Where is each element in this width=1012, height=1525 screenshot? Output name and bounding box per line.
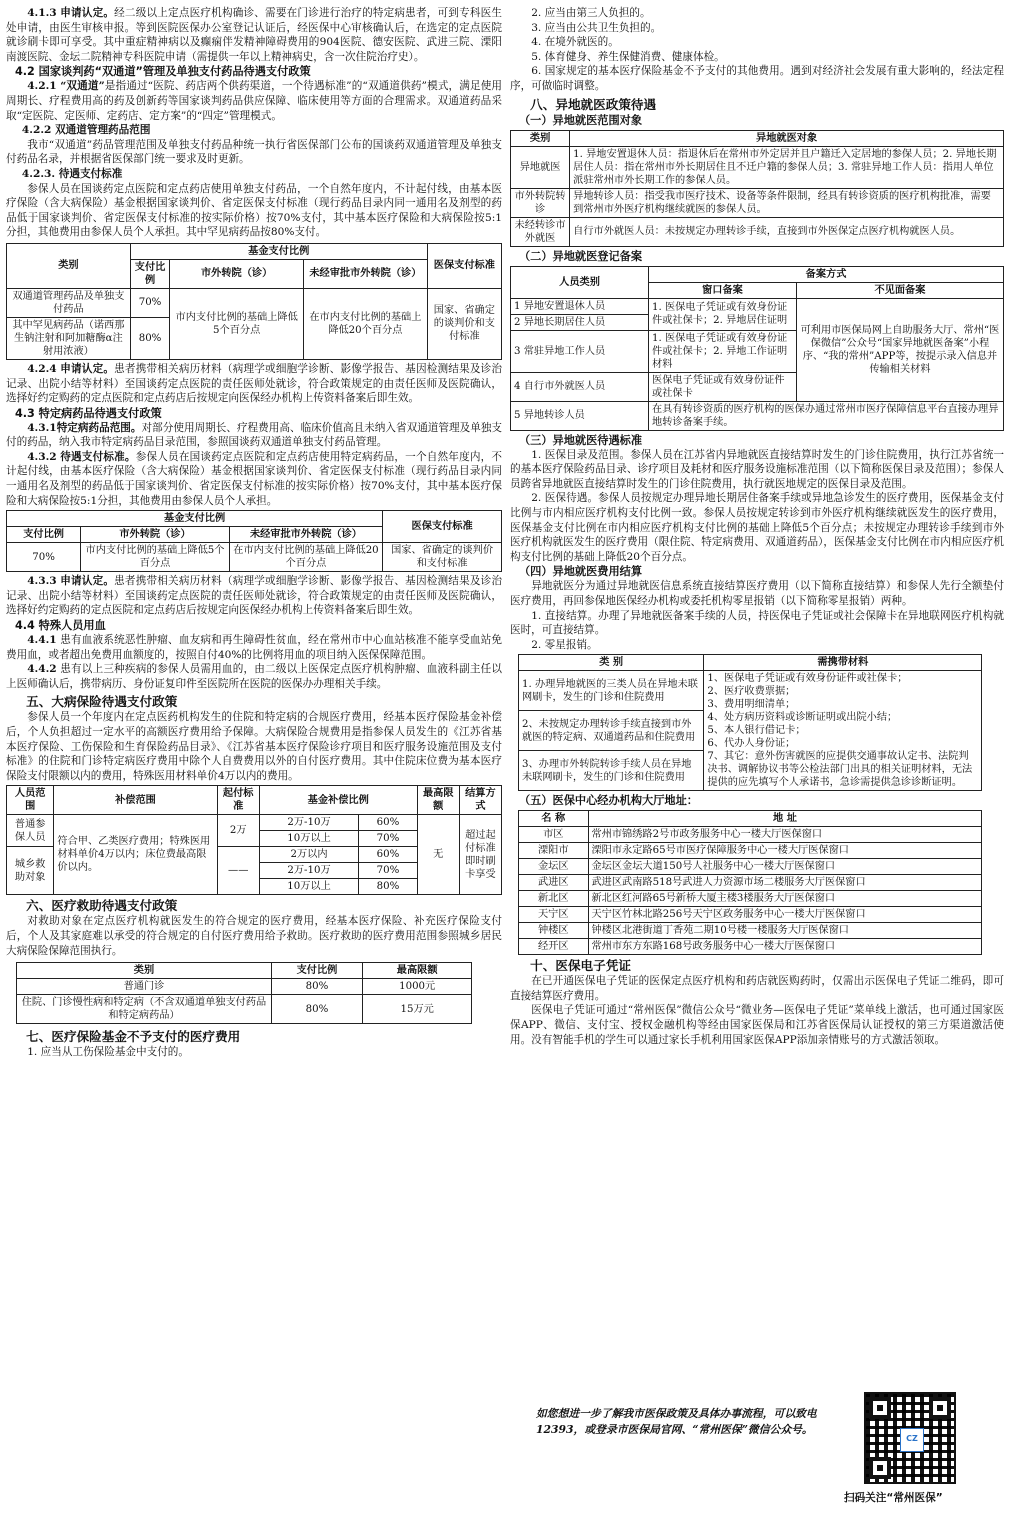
- cell: 可利用市医保局网上自助服务大厅、常州“医保微信”公众号“国家异地就医备案”小程序、“我的常州”APP等，按提示录入信息并传输相关材料: [796, 298, 1003, 401]
- cell: 新北区: [519, 891, 589, 907]
- table-row: [511, 217, 1004, 246]
- section-number: 4.3.2: [27, 450, 57, 463]
- section-title: 待遇支付标准。: [60, 450, 136, 463]
- th-max: 最高限额: [417, 786, 459, 815]
- table-row: [519, 923, 982, 939]
- table-remote-scope: [510, 130, 1004, 247]
- para-4-2-1: [6, 79, 502, 123]
- list-item: 3. 应当由公共卫生负担的。: [531, 21, 662, 34]
- heading-8-5: （五）医保中心经办机构大厅地址：: [518, 794, 698, 808]
- material-item: 6、代办人身份证；: [707, 738, 796, 750]
- para-4-3-3: [6, 574, 502, 618]
- material-item: 3、费用明细清单；: [707, 699, 796, 711]
- th-fund: 基金支付比例: [7, 511, 383, 527]
- cell: 80%: [130, 317, 170, 359]
- heading-6: 六、医疗救助待遇支付政策: [26, 898, 178, 914]
- cell: 5 异地转诊人员: [511, 401, 649, 430]
- cell: 自行市外就医人员：未按规定办理转诊手续，直接到市外医保定点医疗机构就医人员。: [570, 217, 1004, 246]
- heading-4-2: 4.2 国家谈判药“双通道”管理及单独支付药品待遇支付政策: [14, 65, 311, 79]
- list-item: 6. 国家规定的基本医疗保险基金不予支付的其他费用。遇到对经济社会发展有重大影响的，经法定程序，可做临时调整。: [510, 65, 1004, 92]
- th-max: 最高限额: [363, 963, 472, 979]
- list-item: 4. 在境外就医的。: [531, 36, 619, 49]
- cell: 2万: [217, 815, 259, 847]
- cell: 国家、省确定的谈判价和支付标准: [427, 288, 501, 359]
- table-row: [511, 146, 1004, 188]
- heading-7: 七、医疗保险基金不予支付的医疗费用: [26, 1029, 241, 1045]
- cell: 70%: [130, 288, 170, 317]
- para-5: 参保人员一个年度内在定点医药机构发生的住院和特定病的合规医疗费用，经基本医疗保险基金补偿后，个人负担超过一定水平的高额医疗费用给予保障。大病保险合规费用是指参保人员发生的《江苏省基本医疗保险、工伤保险和生育保险药品目录》、《江苏省基本医疗保险诊疗项目和医疗服务设施范围及支付标准》的住院和门诊特定病医疗费用中除个人自费费用以外的自付医疗费用。其中住院床位费为基本医疗保险支付限额以内的费用，特殊医用材料单价4万以内的费用。: [6, 711, 502, 782]
- th-out: 市外转院（诊）: [81, 527, 230, 543]
- left-column: [6, 6, 502, 1060]
- table-row: [7, 288, 502, 317]
- qr-finder: [869, 1457, 891, 1479]
- cell: 在市内支付比例的基础上降低20个百分点: [303, 288, 427, 359]
- heading-8-1: （一）异地就医范围对象: [518, 113, 643, 127]
- cell: 符合甲、乙类医疗费用；特殊医用材料单价4万以内；床位费最高限价以内。: [54, 815, 217, 895]
- th-object: 异地就医对象: [570, 130, 1004, 146]
- th-fund: 基金支付比例: [130, 243, 427, 259]
- table-critical-illness: [6, 785, 502, 895]
- cell: 2万以内: [259, 847, 359, 863]
- qr-finder: [929, 1397, 951, 1419]
- section-title: 申请认定。: [60, 575, 115, 588]
- section-body: 经二级以上定点医疗机构确诊、需要在门诊进行治疗的特定病患者，可到专科医生处申请，由医生审核申报。等到医院医保办公室登记认证后，经医保中心审核确认后，在选定的定点医院就诊刷卡即可享受。其中重症精神病以及癫痫伴发精神障碍费用的904医院、德安医院、武进三院、溧阳南渡医院、金坛二院精神专科医院申请（需提供一年以上精神病史，含一次住院治疗史）。: [6, 7, 503, 63]
- table-row: [511, 298, 1004, 314]
- cell: 1. 医保电子凭证或有效身份证件或社保卡；2. 异地居住证明: [649, 298, 797, 330]
- materials-cell: [704, 671, 982, 791]
- cell: 60%: [359, 815, 417, 831]
- heading-4-4: 4.4 特殊人员用血: [14, 619, 106, 633]
- list-item: 2. 应当由第三人负担的。: [531, 7, 651, 19]
- material-item: 4、处方病历资料或诊断证明或出院小结；: [707, 712, 898, 724]
- cell: 10万以上: [259, 831, 359, 847]
- cell: 80%: [271, 995, 362, 1024]
- table-row: [7, 815, 502, 831]
- th-ratio: 支付比例: [271, 963, 362, 979]
- section-title: “双通道”: [60, 80, 105, 93]
- contact-note: 如您想进一步了解我市医保政策及具体办事流程，可以致电12393，或登录市医保局官网、“常州医保”微信公众号。: [536, 1407, 817, 1436]
- para-8-3-2: 2. 医保待遇。参保人员按规定办理异地长期居住备案手续或异地急诊发生的医疗费用，医保基金支付比例与市内相应医疗机构支付比例一致。参保人员按规定转诊到市外医疗机构继续就医发生的医疗费用，医保基金支付比例在市内相应医疗机构支付比例的基础上降低5个百分点；未按规定办理转诊手续到市外医疗机构就医发生的医疗费用（限住院、特定病费用、双通道药品），医保基金支付比例在市内相应医疗机构支付比例的基础上降低20个百分点。: [510, 492, 1004, 563]
- cell: 新北区红河路65号新桥大厦主楼3楼服务大厅医保窗口: [588, 891, 982, 907]
- cell: 2、未按规定办理转诊手续直接到市外就医的特定病、双通道药品和住院费用: [519, 711, 704, 751]
- table-row: [17, 979, 472, 995]
- cell: 钟楼区: [519, 923, 589, 939]
- th-category: 类别: [511, 130, 570, 146]
- section-body: 对部分使用周期长、疗程费用高、临床价值高且未纳入省双通道管理及单独支付的药品，纳入我市特定病药品目录范围，参照国谈药双通道单独支付药品管理。: [6, 421, 503, 449]
- table-dual-channel-payment: [6, 243, 502, 360]
- para-10-1: 在已开通医保电子凭证的医保定点医疗机构和药店就医购药时，仅需出示医保电子凭证二维码，即可直接结算医疗费用。: [510, 975, 1004, 1002]
- qr-finder: [869, 1397, 891, 1419]
- th-window: 窗口备案: [649, 282, 797, 298]
- th-unapproved: 未经审批市外转院（诊）: [303, 259, 427, 288]
- heading-8-4: （四）异地就医费用结算: [518, 565, 643, 579]
- cell: 1. 异地安置退休人员：指退休后在常州市外定居并且户籍迁入定居地的参保人员；2. 异地长期居住人员：指在常州市外长期居住且不迁户籍的参保人员；3. 常驻异地工作人员：指用人单位派驻常州市外长期工作的参保人员。: [570, 146, 1004, 188]
- table-row: [7, 543, 502, 572]
- para-4-2-4: [6, 362, 502, 406]
- table-row: [519, 859, 982, 875]
- heading-4-2-2: 4.2.2 双通道管理药品范围: [21, 124, 151, 137]
- th-ratio: 支付比例: [7, 527, 81, 543]
- th-mode: 备案方式: [649, 266, 1004, 282]
- cell: 80%: [271, 979, 362, 995]
- cell: 在市内支付比例的基础上降低20个百分点: [229, 543, 382, 572]
- section-number: 4.4.2: [27, 663, 57, 676]
- th-category: 类别: [17, 963, 272, 979]
- cell: 市区: [519, 827, 589, 843]
- cell: 常州市锦绣路2号市政务服务中心一楼大厅医保窗口: [588, 827, 982, 843]
- right-column: [510, 6, 1004, 1504]
- th-type: 人员类别: [511, 266, 649, 298]
- table-row: [511, 188, 1004, 217]
- para-7-1: 1. 应当从工伤保险基金中支付的。: [27, 1046, 189, 1059]
- cell: 2 异地长期居住人员: [511, 314, 649, 330]
- cell: 2万-10万: [259, 815, 359, 831]
- cell: 金坛区金坛大道150号人社服务中心一楼大厅医保窗口: [588, 859, 982, 875]
- section-number: 4.3.3: [27, 575, 57, 588]
- cell: 医保电子凭证或有效身份证件或社保卡: [649, 372, 797, 401]
- th-standard: 医保支付标准: [383, 511, 502, 543]
- th-address: 地 址: [588, 811, 982, 827]
- cell: 住院、门诊慢性病和特定病（不含双通道单独支付药品和特定病药品）: [17, 995, 272, 1024]
- section-number: 4.1.3: [27, 7, 57, 19]
- cell: 异地转诊人员：指受我市医疗技术、设备等条件限制，经具有转诊资质的医疗机构批准，需要到常州市外医疗机构继续就医的参保人员。: [570, 188, 1004, 217]
- cell: 1. 医保电子凭证或有效身份证件或社保卡；2. 异地工作证明材料: [649, 330, 797, 372]
- section-body: 参保人员在国谈药定点医院和定点药店使用特定病药品，一个自然年度内，不计起付线，由基本医疗保险（含大病保险）基金根据国家谈判价、省定医保支付标准（现行药品目录内同一通用名及剂型的药品低于国家谈判价、省定医保支付标准的按实际价格）按70%支付，其中基本医疗保险和大病保险按5:1分担，其他费用由参保人员个人承担。: [6, 450, 502, 507]
- cell: 城乡救助对象: [7, 847, 54, 895]
- table-row: [17, 995, 472, 1024]
- para-8-4: 异地就医分为通过异地就医信息系统直接结算医疗费用（以下简称直接结算）和参保人先行全额垫付医疗费用，再回参保地医保经办机构或委托机构零星报销（以下简称零星报销）两种。: [510, 580, 1004, 607]
- section-body: 患有血液系统恶性肿瘤、血友病和再生障碍性贫血，经在常州市中心血站核准不能享受血站免费用血，或者超出免费用血额度的，按照自付40%的比例将用血的项目纳入医保保障范围。: [6, 634, 502, 661]
- material-item: 2、医疗收费票据；: [707, 686, 796, 698]
- section-body: 患者携带相关病历材料（病理学或细胞学诊断、影像学报告、基因检测结果及诊治记录、出院小结等材料）至国谈药定点医院的责任医师处就诊，符合政策规定的由责任医师及医院确认，选择好约定购药的定点医院和定点药店后按规定向医保经办机构上传资料备案后即生效。: [6, 575, 503, 617]
- section-number: 4.2.1: [27, 80, 57, 93]
- section-body: 患有以上三种疾病的参保人员需用血的，由二级以上医保定点医疗机构肿瘤、血液科副主任以上医师确认后，携带病历、身份证复印件至医院所在医院的医保办办理相关手续。: [6, 663, 502, 690]
- cell: 在具有转诊资质的医疗机构的医保办通过常州市医疗保障信息平台直接办理异地转诊备案手续。: [649, 401, 1004, 430]
- table-row: [519, 843, 982, 859]
- section-body: 患者携带相关病历材料（病理学或细胞学诊断、影像学报告、基因检测结果及诊治记录、出院小结等材料）至国谈药定点医院的责任医师处就诊，符合政策规定的由责任医师及医院确认，选择好约定购药的定点医院和定点药店后按规定向医保经办机构上传资料备案后即生效。: [6, 362, 503, 405]
- material-item: 7、其它：意外伤害就医的应提供交通事故认定书、法院判决书、调解协议书等公检法部门出具的相关证明材料，无法提供的应先填写个人承诺书，急诊需提供急诊诊断证明。: [707, 751, 973, 789]
- section-number: 4.3.1: [27, 421, 57, 434]
- cell: 其中罕见病药品（诺西那生钠注射和阿加糖酶α注射用浓液）: [7, 317, 131, 359]
- para-6: 对救助对象在定点医疗机构就医发生的符合规定的医疗费用，经基本医疗保险、补充医疗保险支付后，个人及其家庭难以承受的符合规定的自付医疗费用给予救助。医疗救助的医疗费用范围参照城乡居民大病保险保障范围执行。: [6, 915, 502, 957]
- section-body: 是指通过“医院、药店两个供药渠道，一个待遇标准”的“双通道供药”模式，满足使用周期长、疗程费用高的药及创新药等国家谈判药品供应保障、临床使用等方面的合理需求。双通道药品采取“定医院、定医师、定药店、定方案”的“四定”管理模式。: [6, 80, 503, 122]
- table-special-drug-payment: [6, 510, 502, 572]
- cell: 异地就医: [511, 146, 570, 188]
- th-name: 名 称: [519, 811, 589, 827]
- th-fund: 基金补偿比例: [259, 786, 417, 815]
- section-title: 申请认定。: [60, 362, 115, 375]
- cell: 70%: [359, 863, 417, 879]
- cell: 溧阳市永定路65号市医疗保障服务中心一楼大厅医保窗口: [588, 843, 982, 859]
- cell: 溧阳市: [519, 843, 589, 859]
- section-title: 特定病药品范围。: [56, 421, 142, 434]
- th-ratio: 支付比例: [130, 259, 170, 288]
- cell: 超过起付标准即时刷卡享受: [459, 815, 501, 895]
- th-settle: 结算方式: [459, 786, 501, 815]
- cell: 钟楼区北港街道丁香苑二期10号楼一楼服务大厅医保窗口: [588, 923, 982, 939]
- th-materials: 需携带材料: [704, 655, 982, 671]
- table-row: [519, 671, 982, 711]
- para-8-4-1: 1. 直接结算。办理了异地就医备案手续的人员，持医保电子凭证或社会保障卡在异地联网医疗机构就医时，可直接结算。: [510, 609, 1004, 637]
- table-medical-assistance: [16, 962, 472, 1024]
- heading-8: 八、异地就医政策待遇: [530, 96, 657, 112]
- cell: ——: [217, 847, 259, 895]
- qr-caption: 扫码关注“常州医保”: [844, 1492, 943, 1504]
- table-remote-registration: [510, 266, 1004, 431]
- cell: 市内支付比例的基础上降低5个百分点: [81, 543, 230, 572]
- th-people: 人员范围: [7, 786, 54, 815]
- th-online: 不见面备案: [796, 282, 1003, 298]
- cell: 70%: [359, 831, 417, 847]
- th-category: 类别: [7, 243, 131, 288]
- cell: 无: [417, 815, 459, 895]
- cell: 普通门诊: [17, 979, 272, 995]
- section-number: 4.4.1: [27, 634, 57, 647]
- para-8-4-2: 2. 零星报销。: [531, 638, 598, 651]
- para-4-3-2: [6, 450, 502, 508]
- section-number: 4.2.4: [27, 362, 57, 375]
- cell: 普通参保人员: [7, 815, 54, 847]
- cell: 常州市东方东路168号政务服务中心一楼大厅医保窗口: [588, 939, 982, 955]
- section-title: 申请认定。: [60, 7, 115, 19]
- th-category: 类 别: [519, 655, 704, 671]
- material-item: 5、本人银行借记卡；: [707, 725, 806, 737]
- table-row: [519, 891, 982, 907]
- cell: 金坛区: [519, 859, 589, 875]
- cell: 60%: [359, 847, 417, 863]
- cell: 15万元: [363, 995, 472, 1024]
- para-10-2: 医保电子凭证可通过“常州医保”微信公众号“微业务—医保电子凭证”菜单线上激活，也可通过国家医保APP、微信、支付宝、授权金融机构等经由国家医保局和江苏省医保局认证授权的第三方渠道激活使用。没有智能手机的学生可以通过家长手机利用国家医保APP添加亲情账号的方式激活领取。: [510, 1004, 1004, 1046]
- cell: 80%: [359, 879, 417, 895]
- cell: 1. 办理异地就医的三类人员在异地未联网刷卡，发生的门诊和住院费用: [519, 671, 704, 711]
- cell: 武进区: [519, 875, 589, 891]
- qr-code-icon[interactable]: [864, 1392, 956, 1484]
- material-item: 1、医保电子凭证或有效身份证件或社保卡；: [707, 673, 908, 685]
- th-out: 市外转院（诊）: [170, 259, 304, 288]
- th-scope: 补偿范围: [54, 786, 217, 815]
- cell: 武进区武南路518号武进人力资源市场二楼服务大厅医保窗口: [588, 875, 982, 891]
- para-4-4-1: [6, 633, 502, 662]
- table-office-addresses: [518, 810, 982, 955]
- cell: 1 异地安置退休人员: [511, 298, 649, 314]
- heading-5: 五、大病保险待遇支付政策: [26, 694, 178, 710]
- cell: 国家、省确定的谈判价和支付标准: [383, 543, 502, 572]
- table-row: [511, 401, 1004, 430]
- para-4-3-1: [6, 421, 502, 450]
- table-reimbursement-materials: [518, 654, 982, 791]
- cell: 市内支付比例的基础上降低5个百分点: [170, 288, 304, 359]
- qr-logo: CZ: [900, 1428, 924, 1452]
- heading-8-2: （二）异地就医登记备案: [518, 249, 643, 263]
- cell: 4 自行市外就医人员: [511, 372, 649, 401]
- cell: 天宁区: [519, 907, 589, 923]
- list-item: 5. 体育健身、养生保健消费、健康体检。: [531, 50, 725, 63]
- para-8-3-1: 1. 医保目录及范围。参保人员在江苏省内异地就医直接结算时发生的门诊住院费用，执行江苏省统一的基本医疗保险药品目录、诊疗项目及耗材和医疗服务设施标准范围（以下简称医保目录及范围）；参保人员跨省异地就医直接结算时发生的门诊住院费用，执行就医地规定的医保目录及范围。: [510, 448, 1004, 490]
- table-row: [519, 907, 982, 923]
- cell: 未经转诊市外就医: [511, 217, 570, 246]
- table-row: [519, 827, 982, 843]
- para-4-2-3: 参保人员在国谈药定点医院和定点药店使用单独支付药品，一个自然年度内，不计起付线，由基本医疗保险（含大病保险）基金根据国家谈判价、省定医保支付标准（现行药品目录内同一通用名及剂型的药品低于国家谈判价、省定医保支付标准的按实际价格）按70%支付，其中基本医疗保险和大病保险按5:1分担，其他费用由参保人员个人承担。其中罕见病药品按80%支付。: [6, 182, 502, 239]
- cell: 天宁区竹林北路256号天宁区政务服务中心一楼大厅医保窗口: [588, 907, 982, 923]
- th-unapproved: 未经审批市外转院（诊）: [229, 527, 382, 543]
- heading-4-2-3: 4.2.3. 待遇支付标准: [21, 167, 123, 180]
- cell: 1000元: [363, 979, 472, 995]
- th-start: 起付标准: [217, 786, 259, 815]
- cell: 3 常驻异地工作人员: [511, 330, 649, 372]
- heading-8-3: （三）异地就医待遇标准: [518, 433, 643, 447]
- heading-4-3: 4.3 特定病药品待遇支付政策: [14, 406, 162, 420]
- para-4-1-3: [6, 6, 502, 64]
- cell: 10万以上: [259, 879, 359, 895]
- table-row: [519, 875, 982, 891]
- cell: 市外转院转诊: [511, 188, 570, 217]
- th-standard: 医保支付标准: [427, 243, 501, 288]
- cell: 70%: [7, 543, 81, 572]
- heading-10: 十、医保电子凭证: [530, 958, 631, 974]
- para-4-2-2: 我市“双通道”药品管理范围及单独支付药品种统一执行省医保部门公布的国谈药双通道管理及单独支付药品名录，并根据省医保部门统一要求及时更新。: [6, 138, 502, 166]
- cell: 经开区: [519, 939, 589, 955]
- cell: 2万-10万: [259, 863, 359, 879]
- table-row: [519, 939, 982, 955]
- para-4-4-2: [6, 662, 502, 691]
- cell: 双通道管理药品及单独支付药品: [7, 288, 131, 317]
- cell: 3、办理市外转院转诊手续人员在异地未联网刷卡，发生的门诊和住院费用: [519, 751, 704, 791]
